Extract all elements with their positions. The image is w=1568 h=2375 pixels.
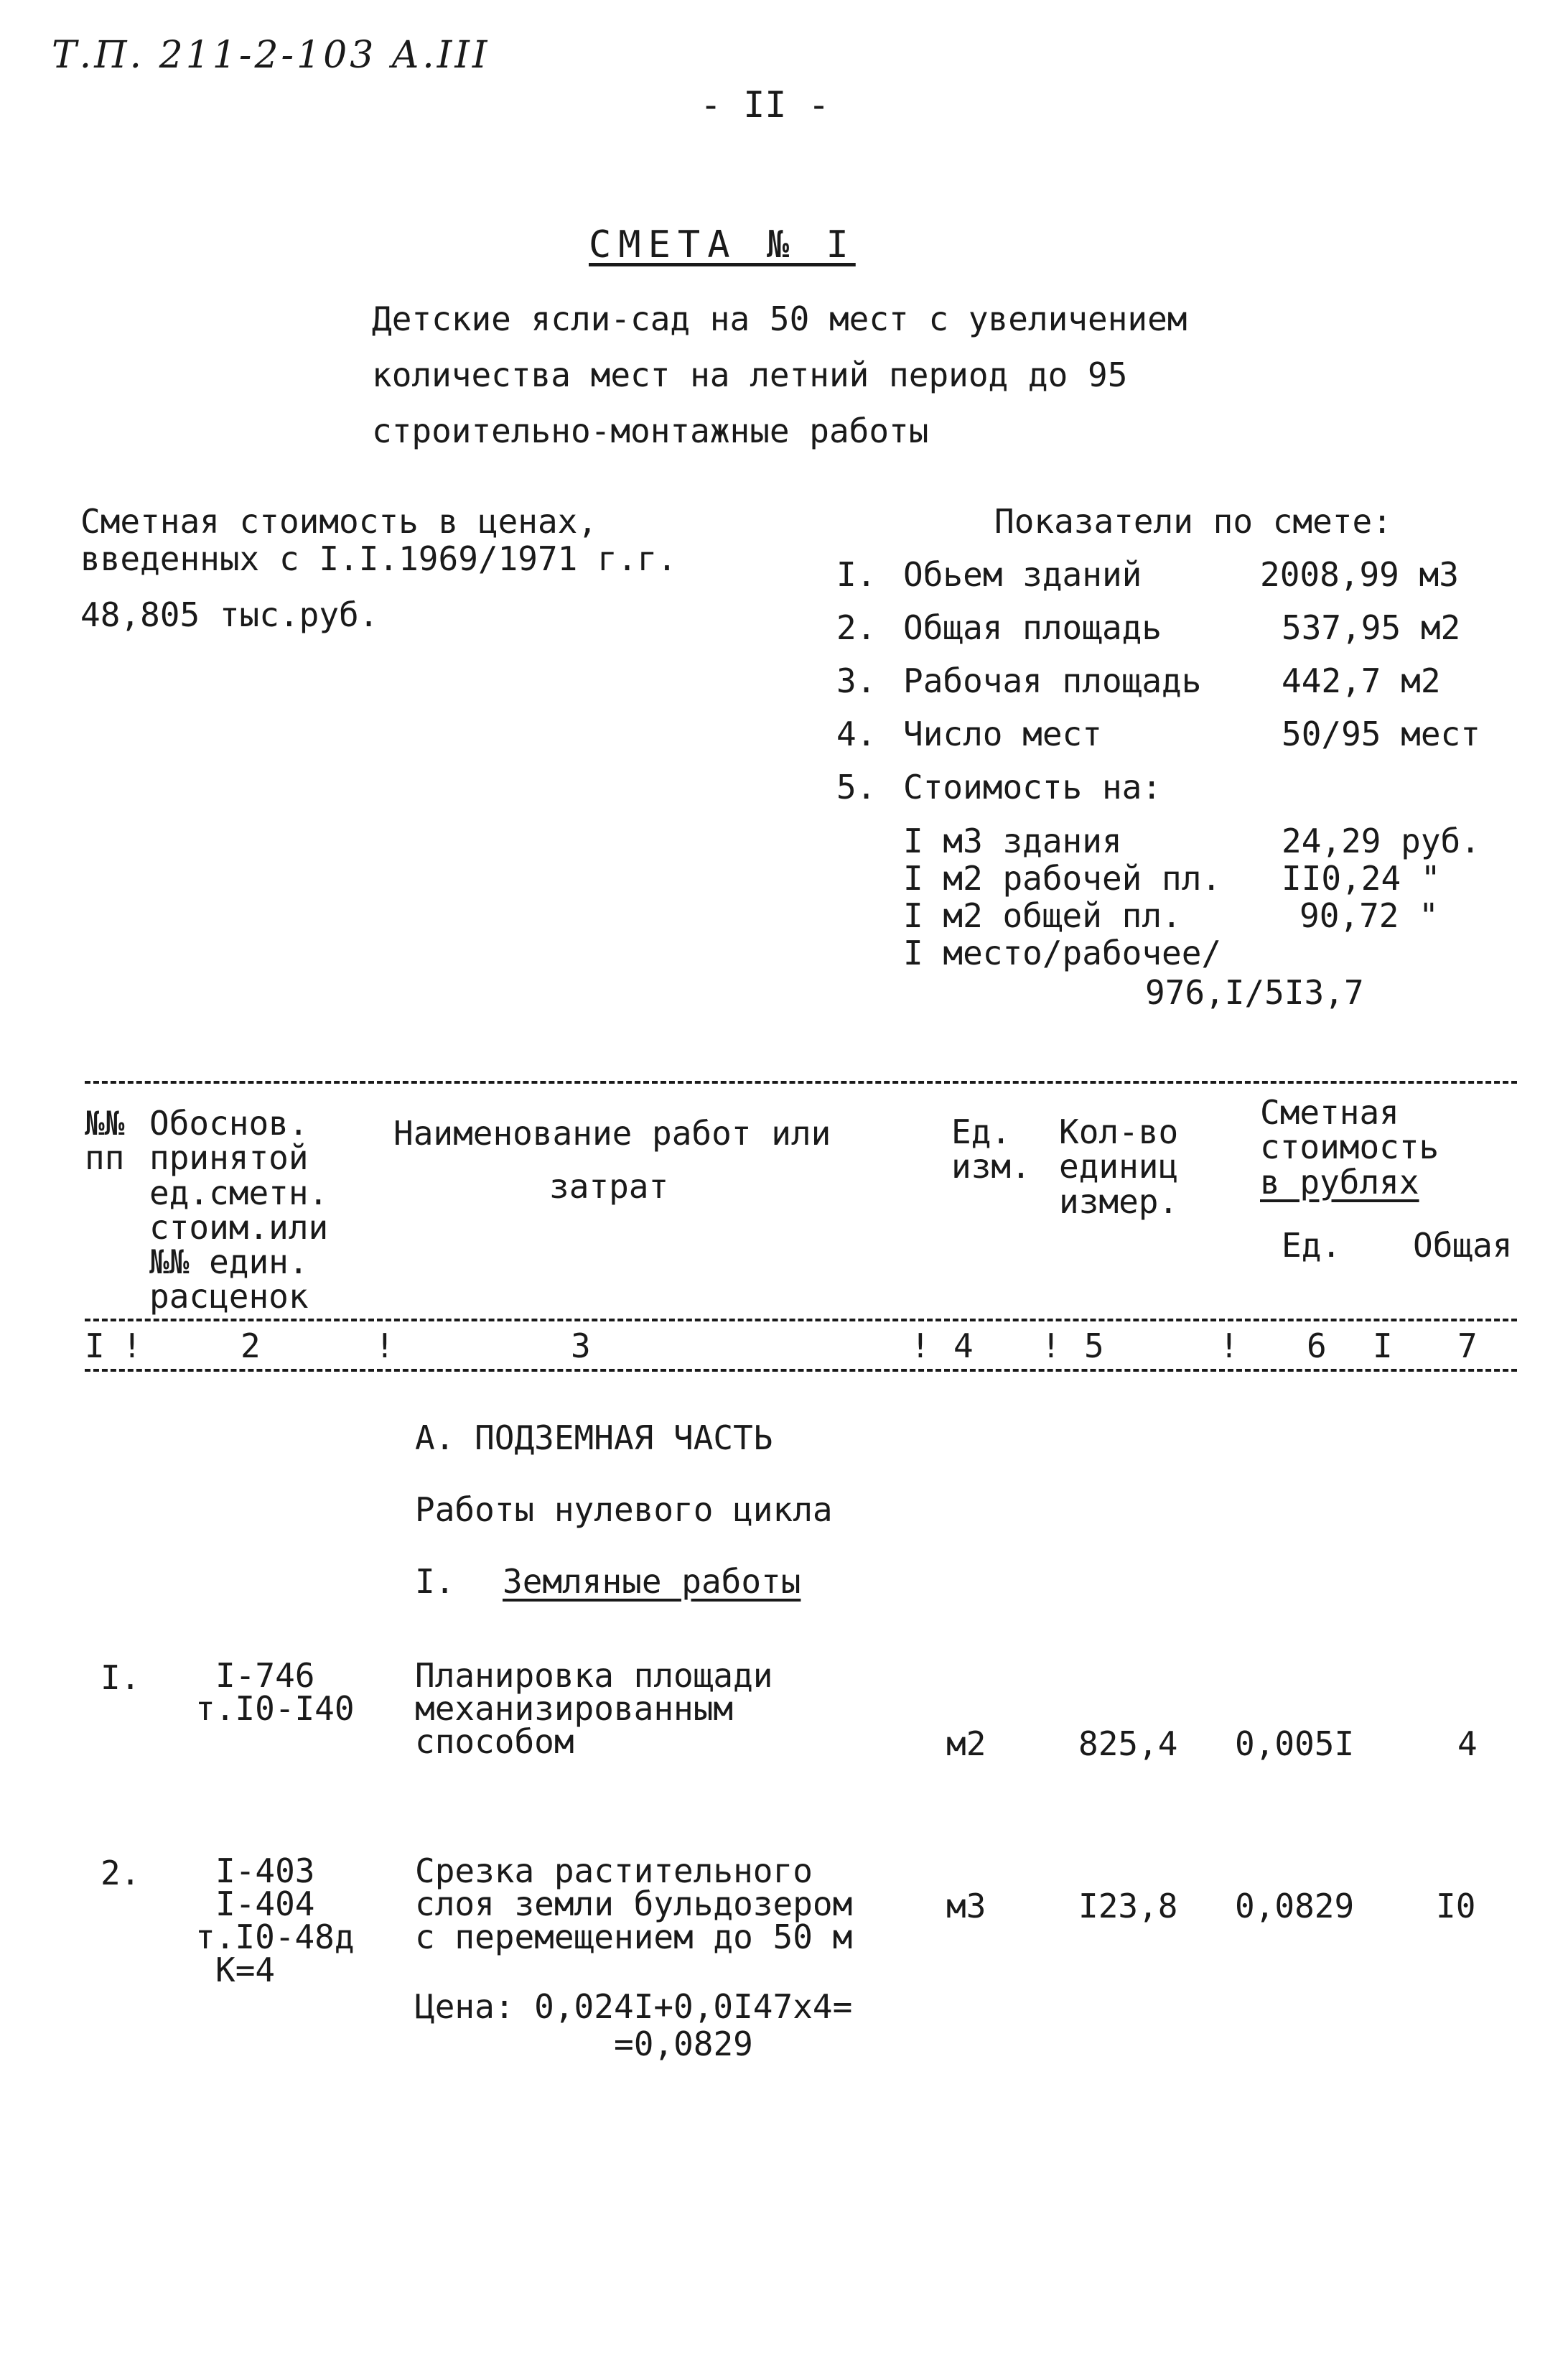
row-basis: I-746	[215, 1656, 315, 1695]
indicator-label: Стоимость на:	[903, 768, 1162, 807]
row-unit: м2	[946, 1724, 986, 1763]
indicator-value: 537,95 м2	[1282, 608, 1461, 647]
section-subpart-title: Работы нулевого цикла	[415, 1490, 833, 1529]
row-name: Планировка площади механизированным способом	[415, 1656, 773, 1761]
numbers-bottom-rule	[85, 1369, 1517, 1372]
row-total: 4	[1457, 1724, 1478, 1763]
indicator-num: 2.	[836, 608, 877, 647]
indicator-label: Рабочая площадь	[903, 661, 1202, 700]
indicator-label: Общая площадь	[903, 608, 1162, 647]
cost-per-label: I м2 рабочей пл.	[903, 859, 1222, 898]
row-basis: I-403 I-404	[215, 1851, 315, 1923]
cost-per-value: II0,24 "	[1282, 859, 1441, 898]
indicator-num: 3.	[836, 661, 877, 700]
col-number: 5	[1084, 1326, 1104, 1365]
row-basis-table: т.I0-I40	[195, 1689, 355, 1728]
indicator-value: 442,7 м2	[1282, 661, 1441, 700]
col-separator: !	[375, 1326, 395, 1365]
page-number: - II -	[700, 84, 830, 126]
cost-per-label: I м3 здания	[903, 822, 1122, 860]
cost-per-label: I место/рабочее/	[903, 934, 1222, 972]
col-number: 4	[953, 1326, 974, 1365]
cost-per-place-value: 976,I/5I3,7	[1145, 973, 1364, 1012]
indicator-num: 4.	[836, 715, 877, 753]
header-col-4: Ед. изм.	[951, 1112, 1031, 1186]
group-title: Земляные работы	[503, 1562, 801, 1601]
row-basis-coef: К=4	[215, 1951, 276, 1989]
col-number: 7	[1457, 1326, 1478, 1365]
indicator-num: 5.	[836, 768, 877, 807]
section-part-title: А. ПОДЗЕМНАЯ ЧАСТЬ	[415, 1418, 773, 1457]
cost-line-1: Сметная стоимость в ценах,	[80, 502, 598, 541]
title-line-2: количества мест на летний период до 95	[372, 355, 1128, 394]
cost-amount: 48,805 тыс.руб.	[80, 595, 379, 634]
row-number: I.	[101, 1658, 141, 1697]
row-basis-table: т.I0-48д	[195, 1918, 355, 1956]
row-total: I0	[1436, 1887, 1476, 1925]
col-number: 6	[1307, 1326, 1327, 1365]
header-col-1: №№ пп	[85, 1104, 125, 1178]
group-number: I.	[415, 1562, 455, 1601]
handwritten-doc-code: Т.П. 211-2-103 А.III	[52, 34, 490, 77]
col-separator: I	[1373, 1326, 1393, 1365]
row-price-note: Цена: 0,024I+0,0I47х4=	[415, 1987, 853, 2026]
row-unit: м3	[946, 1887, 986, 1925]
row-name: Срезка растительного слоя земли бульдозером с перемещением до 50 м	[415, 1851, 853, 1956]
header-col-6-group: Сметная стоимость в рублях	[1260, 1093, 1439, 1202]
cost-per-label: I м2 общей пл.	[903, 896, 1182, 935]
indicator-value: 2008,99 м3	[1260, 555, 1459, 594]
estimate-heading: СМЕТА № I	[589, 223, 856, 266]
header-col-2: Обоснов. принятой ед.сметн. стоим.или №№ един. расценок	[149, 1104, 329, 1316]
indicator-value: 50/95 мест	[1282, 715, 1480, 753]
col-separator: !	[1041, 1326, 1061, 1365]
indicator-label: Обьем зданий	[903, 555, 1142, 594]
header-col-7: Общая	[1413, 1226, 1513, 1265]
col-number: 3	[571, 1326, 591, 1365]
header-col-5: Кол-во единиц измер.	[1059, 1112, 1179, 1221]
row-unit-cost: 0,0829	[1235, 1887, 1355, 1925]
col-separator: !	[910, 1326, 930, 1365]
cost-line-2: введенных с I.I.1969/1971 г.г.	[80, 539, 677, 578]
indicator-label: Число мест	[903, 715, 1102, 753]
col-number: I	[85, 1326, 105, 1365]
header-col-3-cont: затрат	[549, 1167, 669, 1206]
cost-per-value: 24,29 руб.	[1282, 822, 1480, 860]
col-separator: !	[1219, 1326, 1239, 1365]
row-number: 2.	[101, 1854, 141, 1892]
col-number: 2	[241, 1326, 261, 1365]
header-bottom-rule	[85, 1319, 1517, 1321]
indicators-header: Показатели по смете:	[994, 502, 1392, 541]
row-quantity: I23,8	[1078, 1887, 1178, 1925]
header-col-6: Ед.	[1282, 1226, 1342, 1265]
cost-per-value: 90,72 "	[1299, 896, 1439, 935]
title-line-1: Детские ясли-сад на 50 мест с увеличением	[372, 299, 1187, 338]
table-top-rule	[85, 1081, 1517, 1084]
row-quantity: 825,4	[1078, 1724, 1178, 1763]
row-price-result: =0,0829	[614, 2025, 753, 2063]
row-unit-cost: 0,005I	[1235, 1724, 1355, 1763]
header-col-3: Наименование работ или	[393, 1114, 831, 1153]
title-line-3: строительно-монтажные работы	[372, 412, 929, 450]
indicator-num: I.	[836, 555, 877, 594]
col-separator: !	[122, 1326, 142, 1365]
